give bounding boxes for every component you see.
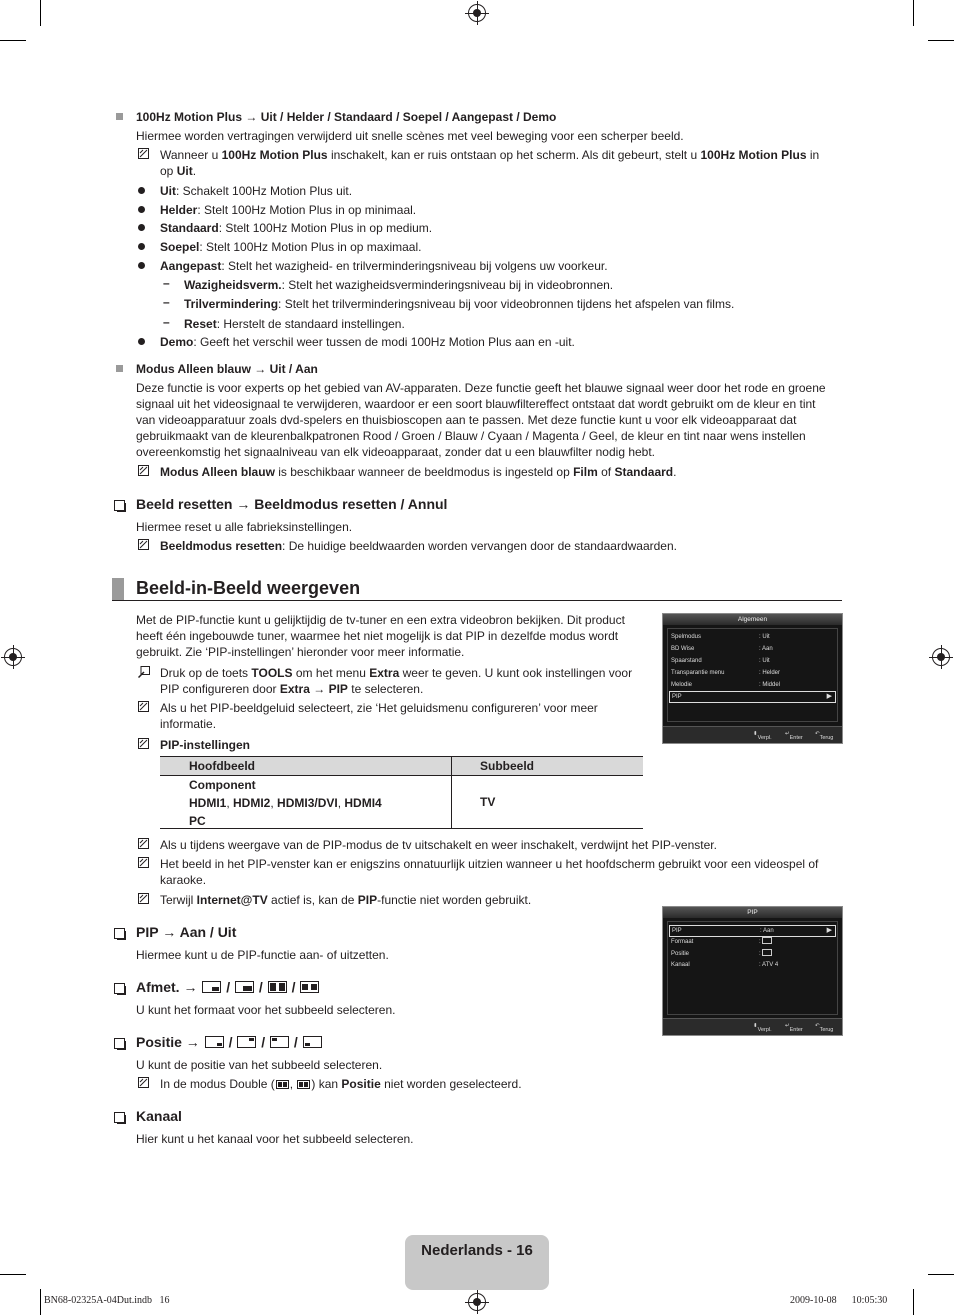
tv-menu-title: Algemeen	[663, 614, 842, 625]
double-b-icon	[297, 1080, 310, 1089]
position-top-left-icon	[270, 1036, 289, 1048]
tv-menu-row-selected: PIP ▶	[669, 691, 836, 703]
square-bullet-icon	[116, 113, 123, 120]
table-cell-sub: TV	[480, 795, 496, 809]
pip-table	[160, 756, 643, 829]
positie-heading: Positie → / / /	[136, 1034, 323, 1050]
tv-menu-row: Spelmodus : Uit	[671, 634, 770, 640]
reset-note: Beeldmodus resetten: De huidige beeldwaarden worden vervangen door de standaardwaarden.	[160, 539, 677, 553]
tools-note: Druk op de toets TOOLS om het menu Extra weer te geven. U kunt ook instellingen voor PIP configureren door Extra → PIP te selecteren.	[160, 666, 633, 696]
kanaal-desc: Hier kunt u het kanaal voor het subbeeld selecteren.	[136, 1132, 414, 1146]
registration-mark-icon	[4, 648, 22, 666]
list-item: Helder: Stelt 100Hz Motion Plus in op minimaal.	[160, 203, 417, 217]
tv-menu-row: Melodie : Middel	[671, 682, 781, 688]
bullet-icon	[138, 243, 145, 250]
note-icon	[138, 465, 149, 476]
checkbox-bullet-icon	[114, 983, 125, 994]
file-ref: BN68-02325A-04Dut.indb 16	[44, 1295, 170, 1306]
positie-note: In de modus Double ( , ) kan Positie niet worden geselecteerd.	[160, 1077, 522, 1091]
tv-menu-screenshot-general	[662, 613, 843, 744]
double-a-icon	[276, 1080, 289, 1089]
reset-heading: Beeld resetten → Beeldmodus resetten / Annul	[136, 496, 448, 512]
blue-desc: Deze functie is voor experts op het gebied van AV-apparaten. Deze functie geeft het blauwe signaal weer door het rode en groene signaal uit het videosignaal te verwijderen, waardoor er een soort blauwfiltereffect ontstaat dat wordt gebruikt om de kleur en tint van videoapparatuur zoals dvd-spelers en thuisbioscopen aan te passen. Met deze functie kunt u voor elk videoapparaat dat gebruikmaakt van de kleurenbalkpatronen Rood / Groen / Blauw / Cyaan / Magenta / Geel, de kleur en tint naar wens instellen overeenkomstig het signaalniveau van elk videoapparaat, zonder dat u een blauwfilter nodig hebt.	[136, 381, 826, 459]
bullet-icon	[138, 224, 145, 231]
table-cell-main: Component HDMI1, HDMI2, HDMI3/DVI, HDMI4 PC	[189, 778, 382, 828]
tv-menu-footer: ⬍ Verpl. ↵ Enter ↶ Terug	[663, 1018, 842, 1035]
crop-mark	[928, 1274, 954, 1275]
tv-menu-screenshot-pip	[662, 906, 843, 1036]
tv-menu-title: PIP	[663, 907, 842, 918]
blue-heading: Modus Alleen blauw → Uit / Aan	[136, 362, 318, 376]
list-item: Uit: Schakelt 100Hz Motion Plus uit.	[160, 184, 353, 198]
crop-mark	[913, 1289, 914, 1315]
note-icon	[138, 857, 149, 868]
list-item: Standaard: Stelt 100Hz Motion Plus in op medium.	[160, 221, 433, 235]
checkbox-bullet-icon	[114, 500, 125, 511]
bullet-icon	[138, 338, 145, 345]
tv-menu-footer: ⬍ Verpl. ↵ Enter ↶ Terug	[663, 726, 842, 743]
tv-menu-row-selected: PIP : Aan ▶	[669, 925, 836, 937]
note-icon	[138, 148, 149, 159]
registration-mark-icon	[932, 648, 950, 666]
note-icon	[138, 738, 149, 749]
size-large-icon	[235, 981, 254, 993]
motion-desc: Hiermee worden vertragingen verwijderd uit snelle scènes met veel beweging voor een scherper beeld.	[136, 129, 684, 143]
tv-menu-row: Formaat :	[669, 937, 836, 947]
bullet-icon	[138, 206, 145, 213]
registration-mark-icon	[468, 1293, 486, 1311]
tv-menu-row: Transparantie menu : Helder	[671, 670, 781, 676]
tv-menu-row: Kanaal : ATV 4	[671, 962, 779, 968]
dash-bullet: –	[163, 295, 170, 309]
sound-note: Als u het PIP-beeldgeluid selecteert, zie ‘Het geluidsmenu configureren’ voor meer informatie.	[160, 701, 598, 731]
size-small-icon	[202, 981, 221, 993]
tv-menu-row: Spaarstand : Uit	[671, 658, 770, 664]
pip-note-3: Terwijl Internet@TV actief is, kan de PIP-functie niet worden gebruikt.	[160, 893, 532, 907]
pip-settings-label: PIP-instellingen	[160, 738, 251, 752]
checkbox-bullet-icon	[114, 1112, 125, 1123]
blue-note: Modus Alleen blauw is beschikbaar wanneer de beeldmodus is ingesteld op Film of Standaard.	[160, 465, 677, 479]
checkbox-bullet-icon	[114, 1038, 125, 1049]
list-item: Reset: Herstelt de standaard instellingen.	[184, 317, 405, 331]
position-bottom-left-icon	[303, 1036, 322, 1048]
pip-intro: Met de PIP-functie kunt u gelijktijdig de tv-tuner en een extra videobron bekijken. Dit product heeft één ingebouwde tuner, waarmee het niet mogelijk is dat PIP in dezelfde modus wordt gebruikt. Zie ‘PIP-instellingen’ hieronder voor meer informatie.	[136, 613, 625, 659]
list-item: Demo: Geeft het verschil weer tussen de modi 100Hz Motion Plus aan en -uit.	[160, 335, 575, 349]
afmet-heading: Afmet. → / / /	[136, 979, 320, 995]
page-number-tab	[405, 1235, 549, 1290]
list-item: Soepel: Stelt 100Hz Motion Plus in op maximaal.	[160, 240, 422, 254]
registration-mark-icon	[468, 4, 486, 22]
reset-desc: Hiermee reset u alle fabrieksinstellingen.	[136, 520, 353, 534]
page-label: Nederlands - 16	[421, 1242, 533, 1259]
pip-note-2: Het beeld in het PIP-venster kan er enigszins onnatuurlijk uitzien wanneer u het hoofdscherm gebruikt voor een videospel of karaoke.	[160, 857, 819, 887]
note-icon	[138, 539, 149, 550]
note-icon	[138, 1077, 149, 1088]
crop-mark	[928, 40, 954, 41]
table-header-main: Hoofdbeeld	[189, 759, 255, 773]
position-bottom-right-icon	[205, 1036, 224, 1048]
size-double-b-icon	[300, 981, 319, 993]
pip-note-1: Als u tijdens weergave van de PIP-modus de tv uitschakelt en weer inschakelt, verdwijnt het PIP-venster.	[160, 838, 717, 852]
checkbox-bullet-icon	[114, 928, 125, 939]
size-double-a-icon	[268, 981, 287, 993]
list-item: Wazigheidsverm.: Stelt het wazigheidsverminderingsniveau bij in videobronnen.	[184, 278, 614, 292]
afmet-desc: U kunt het formaat voor het subbeeld selecteren.	[136, 1003, 396, 1017]
crop-mark	[40, 0, 41, 26]
note-icon	[138, 893, 149, 904]
section-marker	[112, 578, 124, 600]
bullet-icon	[138, 262, 145, 269]
motion-note: Wanneer u 100Hz Motion Plus inschakelt, kan er ruis ontstaan op het scherm. Als dit gebeurt, stelt u 100Hz Motion Plus in op Uit.	[160, 148, 820, 178]
crop-mark	[40, 1289, 41, 1315]
tv-menu-row: Positie :	[669, 949, 836, 959]
kanaal-heading: Kanaal	[136, 1108, 182, 1124]
motion-heading: 100Hz Motion Plus → Uit / Helder / Standaard / Soepel / Aangepast / Demo	[136, 110, 557, 124]
section-rule	[112, 600, 842, 601]
square-bullet-icon	[116, 365, 123, 372]
print-date: 2009-10-08 10:05:30	[790, 1295, 888, 1306]
list-item: Trilvermindering: Stelt het trilverminderingsniveau bij voor videobronnen tijdens het afspelen van films.	[184, 297, 735, 311]
dash-bullet: –	[163, 315, 170, 329]
positie-desc: U kunt de positie van het subbeeld selecteren.	[136, 1058, 383, 1072]
table-divider	[451, 756, 452, 829]
pip-onoff-desc: Hiermee kunt u de PIP-functie aan- of uitzetten.	[136, 948, 389, 962]
list-item: Aangepast: Stelt het wazigheid- en trilverminderingsniveau bij volgens uw voorkeur.	[160, 259, 608, 273]
position-top-right-icon	[237, 1036, 256, 1048]
dash-bullet: –	[163, 276, 170, 290]
bullet-icon	[138, 187, 145, 194]
crop-mark	[0, 1274, 26, 1275]
crop-mark	[913, 0, 914, 26]
tools-icon	[138, 666, 150, 678]
note-icon	[138, 838, 149, 849]
tv-menu-row: BD Wise : Aan	[671, 646, 773, 652]
table-header-sub: Subbeeld	[480, 759, 535, 773]
section-title: Beeld-in-Beeld weergeven	[136, 578, 361, 598]
pip-onoff-heading: PIP → Aan / Uit	[136, 924, 237, 940]
crop-mark	[0, 40, 26, 41]
note-icon	[138, 701, 149, 712]
